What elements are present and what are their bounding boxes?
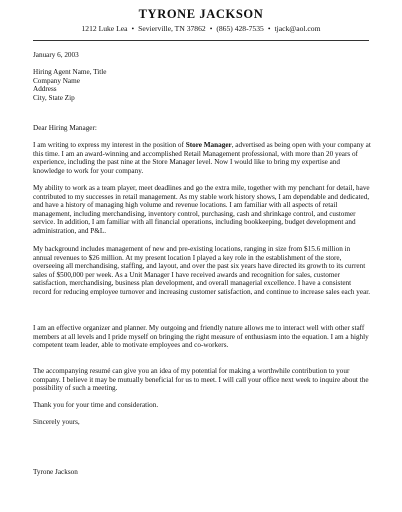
- paragraph-background: My background includes management of new and pre-existing locations, ranging in size from $15.6 million in annual revenues to $26 million. At my present location I played a key role in the establishment of the store, overseeing all merchandising, staffing, and layout, and over the past six years have directed its growth to its current sales of $500,000 per week. As a Unit Manager I have received awards and recognition for sales, customer satisfaction, merchandising, business plan development, and overall managerial excellence. I have a consistent record for reducing employee turnover and increasing customer satisfaction, and continue to increase sales each year.: [33, 245, 371, 296]
- paragraph-intro: [33, 141, 371, 175]
- recipient-line: Address: [33, 85, 57, 94]
- email-address: tjack@aol.com: [274, 24, 321, 33]
- separator: •: [131, 24, 135, 33]
- letter-date: January 6, 2003: [33, 51, 79, 59]
- recipient-line: Company Name: [33, 76, 80, 85]
- phone-number: (865) 428-7535: [216, 24, 264, 33]
- thanks-line: Thank you for your time and consideration.: [33, 401, 159, 409]
- separator: •: [267, 24, 271, 33]
- paragraph-text: , advertised as being open with your company at this time. I am an award-winning and accomplished Retail Management professional, with more than 20 years of experience, including the past nine at the Store Manager level. Now I would like to bring my expertise and knowledge to work for your company.: [33, 141, 371, 175]
- contact-line: [0, 24, 402, 33]
- street-address: 1212 Luke Lea: [81, 24, 128, 33]
- recipient-line: City, State Zip: [33, 93, 75, 102]
- signature-name: Tyrone Jackson: [33, 468, 78, 476]
- paragraph-closing: The accompanying resumé can give you an idea of my potential for making a worthwhile contribution to your company. I believe it may be mutually beneficial for us to meet. I will call your office next week to inquire about the possibility of such a meeting.: [33, 367, 369, 393]
- paragraph-text: I am writing to express my interest in the position of: [33, 141, 186, 149]
- applicant-name: TYRONE JACKSON: [138, 7, 264, 21]
- paragraph-skills: My ability to work as a team player, meet deadlines and go the extra mile, together with my penchant for detail, have contributed to my successes in retail management. As my stable work history shows, I am dependable and dedicated, and have a history of managing high volume and revenue locations. I am familiar with all aspects of retail management, including merchandising, inventory control, purchasing, cash and shrinkage control, and customer service. In addition, I am familiar with all financial operations, including bookkeeping, budget development and administration, and P&L.: [33, 184, 370, 235]
- salutation: Dear Hiring Manager:: [33, 124, 97, 132]
- recipient-address: [33, 68, 106, 102]
- paragraph-personality: I am an effective organizer and planner. My outgoing and friendly nature allows me to interact well with other staff members at all levels and I pride myself on bringing the right measure of enthusiasm into the equation. I am a highly competent team leader, able to motivate employees and co-workers.: [33, 324, 369, 350]
- complimentary-close: Sincerely yours,: [33, 418, 80, 426]
- position-title: Store Manager: [185, 141, 232, 149]
- city-state-zip: Sevierville, TN 37862: [138, 24, 206, 33]
- header-divider: [33, 40, 369, 41]
- recipient-line: Hiring Agent Name, Title: [33, 68, 107, 76]
- separator: •: [209, 24, 213, 33]
